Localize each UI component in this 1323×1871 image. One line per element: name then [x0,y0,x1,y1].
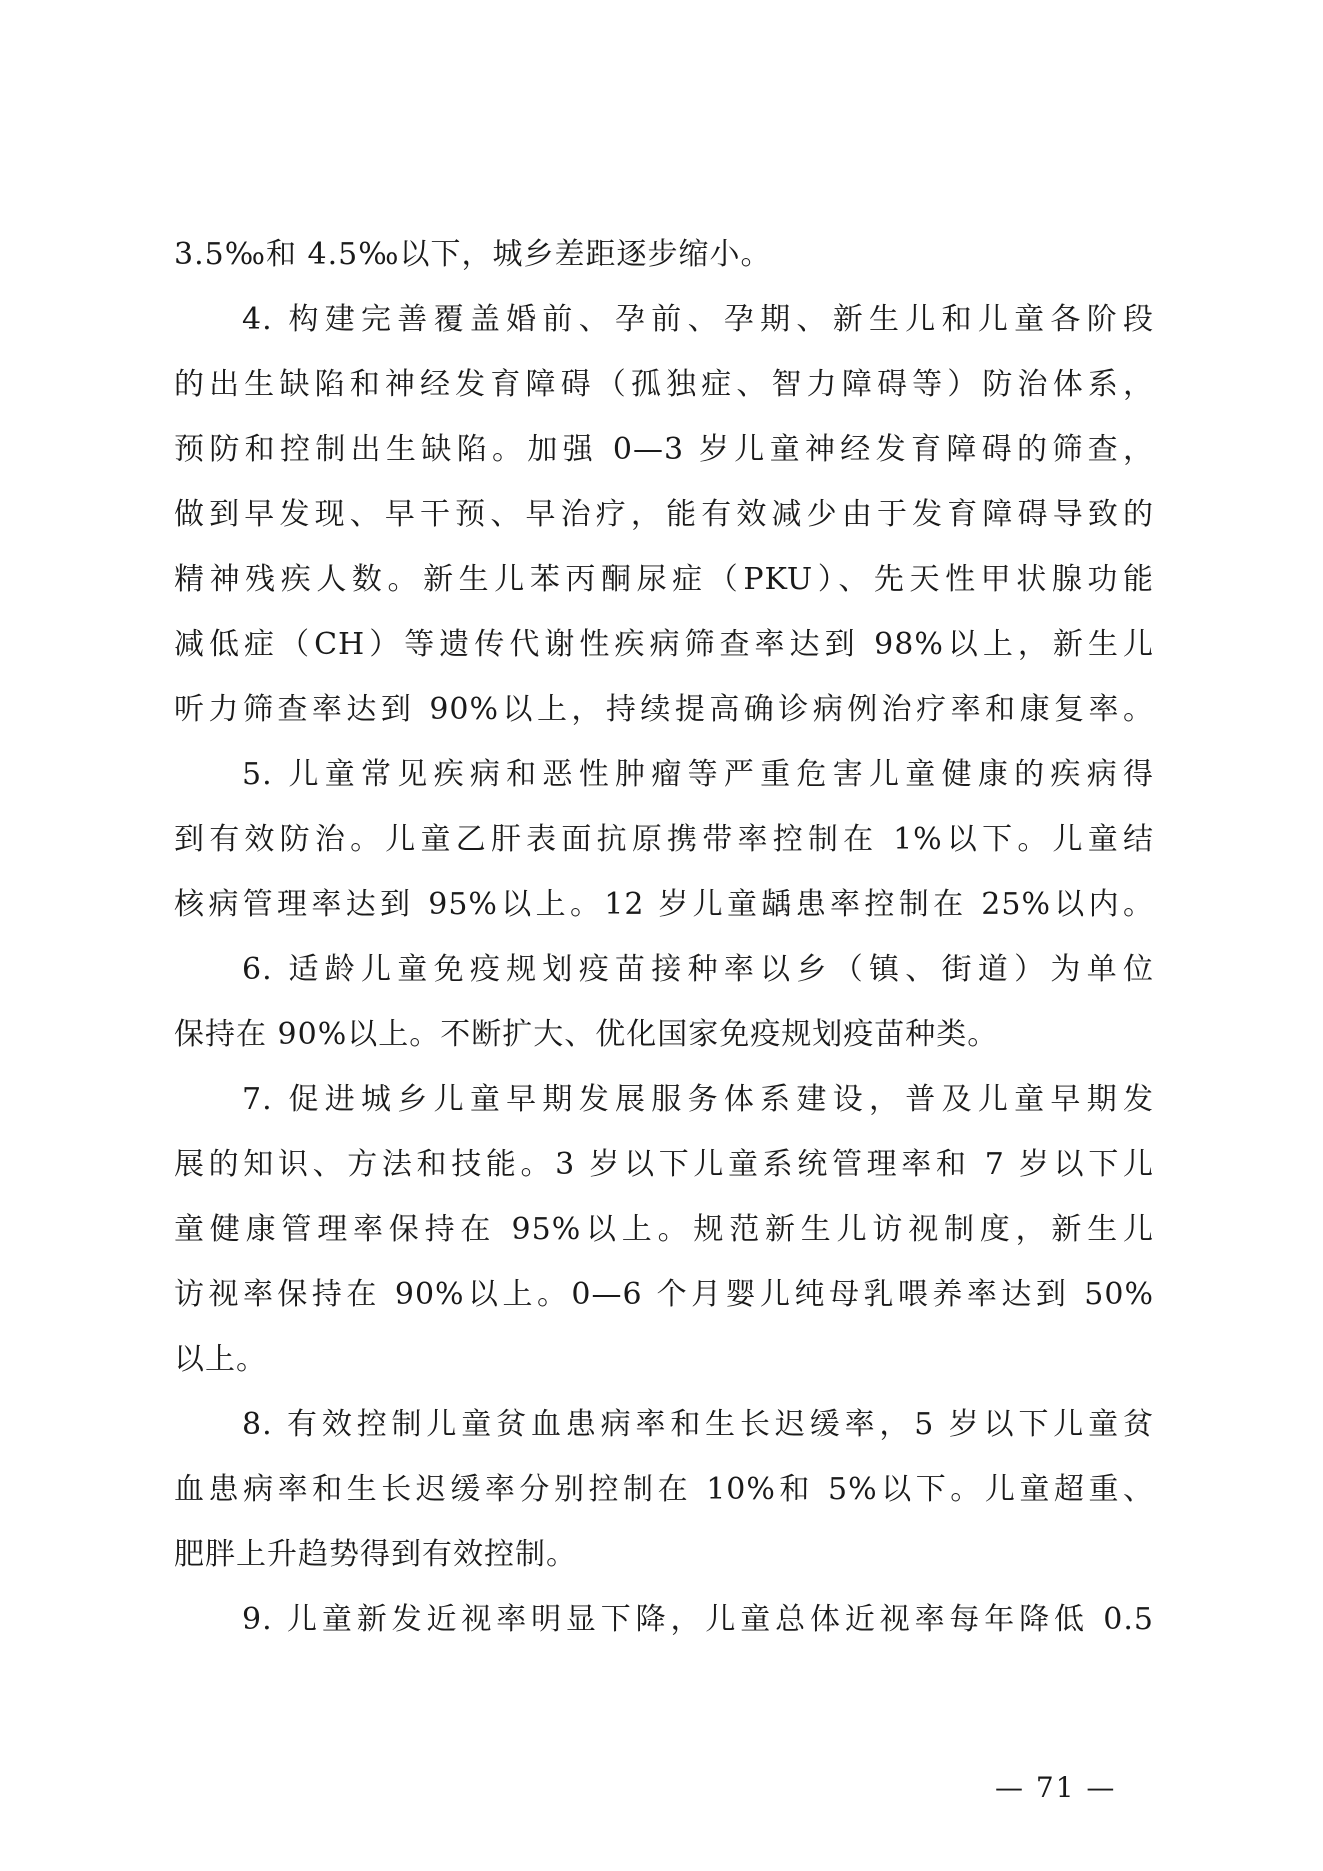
text-line: 以上。 [174,1342,267,1377]
text-line: 做到早发现、早干预、早治疗，能有效减少由于发育障碍导致的 [174,497,1154,532]
text-line: 访视率保持在 90%以上。0—6 个月婴儿纯母乳喂养率达到 50% [174,1277,1154,1312]
text-line: 5. 儿童常见疾病和恶性肿瘤等严重危害儿童健康的疾病得 [242,757,1154,792]
text-line: 童健康管理率保持在 95%以上。规范新生儿访视制度，新生儿 [174,1212,1154,1247]
text-line: 的出生缺陷和神经发育障碍（孤独症、智力障碍等）防治体系， [174,367,1154,402]
text-line: 肥胖上升趋势得到有效控制。 [174,1537,577,1572]
text-line: 3.5‰和 4.5‰以下，城乡差距逐步缩小。 [174,237,772,272]
text-line: 到有效防治。儿童乙肝表面抗原携带率控制在 1%以下。儿童结 [174,822,1154,857]
text-line: 8. 有效控制儿童贫血患病率和生长迟缓率，5 岁以下儿童贫 [242,1407,1154,1442]
text-line: 血患病率和生长迟缓率分别控制在 10%和 5%以下。儿童超重、 [174,1472,1154,1507]
text-line: 保持在 90%以上。不断扩大、优化国家免疫规划疫苗种类。 [174,1017,999,1052]
text-line: 减低症（CH）等遗传代谢性疾病筛查率达到 98%以上，新生儿 [174,627,1154,662]
text-line: 核病管理率达到 95%以上。12 岁儿童龋患率控制在 25%以内。 [174,887,1154,922]
text-line: 精神残疾人数。新生儿苯丙酮尿症（PKU）、先天性甲状腺功能 [174,562,1154,597]
body-text [174,222,1154,1652]
text-line: 预防和控制出生缺陷。加强 0—3 岁儿童神经发育障碍的筛查， [174,432,1154,467]
text-line: 4. 构建完善覆盖婚前、孕前、孕期、新生儿和儿童各阶段 [242,302,1154,337]
text-line: 听力筛查率达到 90%以上，持续提高确诊病例治疗率和康复率。 [174,692,1154,727]
text-line: 6. 适龄儿童免疫规划疫苗接种率以乡（镇、街道）为单位 [242,952,1154,987]
text-line: 7. 促进城乡儿童早期发展服务体系建设，普及儿童早期发 [242,1082,1154,1117]
text-line: 9. 儿童新发近视率明显下降，儿童总体近视率每年降低 0.5 [242,1602,1154,1637]
page-number: — 71 — [995,1771,1117,1804]
text-line: 展的知识、方法和技能。3 岁以下儿童系统管理率和 7 岁以下儿 [174,1147,1154,1182]
